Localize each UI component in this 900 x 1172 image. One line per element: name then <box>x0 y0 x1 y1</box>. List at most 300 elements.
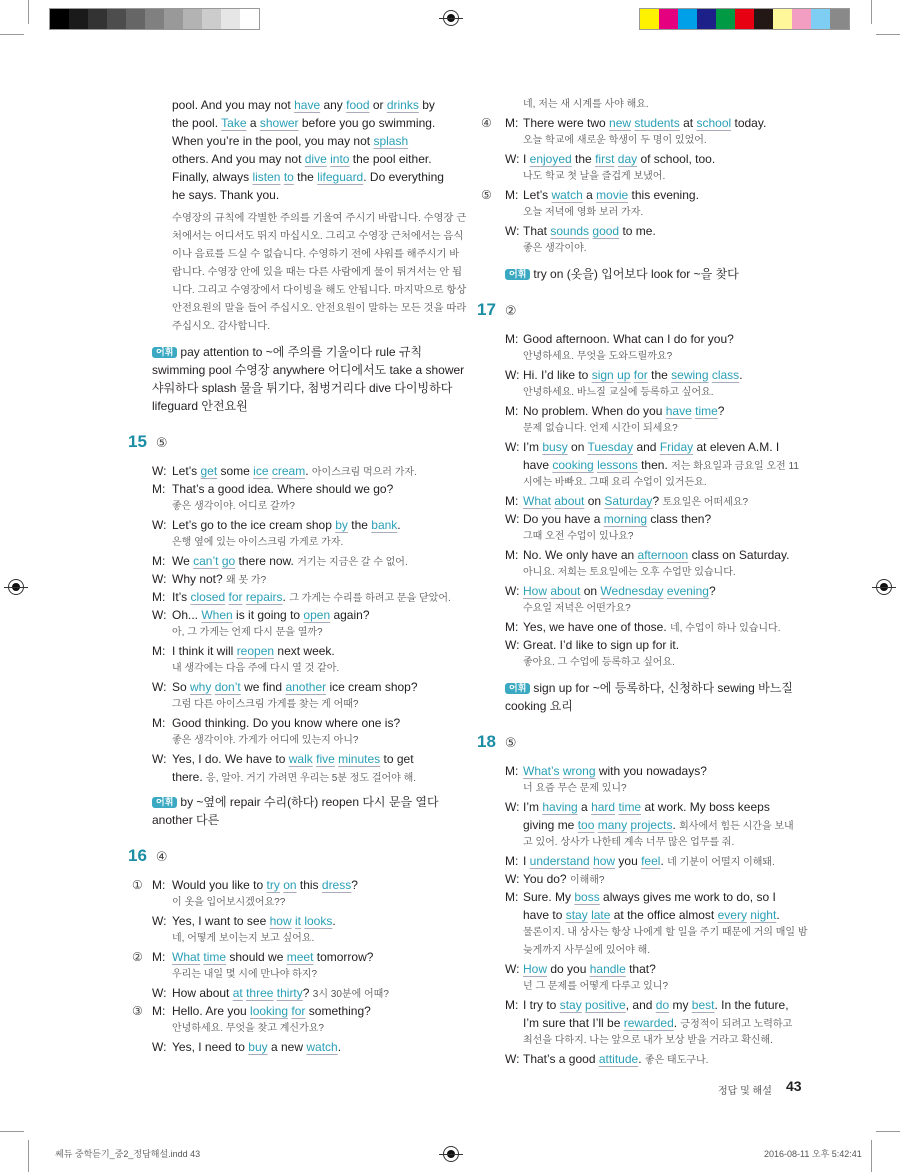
translation-line: 수요일 저녁은 어떤가요? <box>523 603 631 614</box>
text-segment: with you nowadays? <box>595 764 707 778</box>
dialog-line <box>477 618 808 636</box>
keyword: dress <box>321 878 352 892</box>
text-segment: You do? <box>523 872 570 886</box>
keyword: time <box>203 950 227 964</box>
text-segment: . <box>660 854 668 868</box>
dialog-line <box>477 402 808 420</box>
text-segment: . <box>739 368 743 382</box>
text-segment: Yes, I need to <box>172 1040 249 1054</box>
crop-mark <box>28 0 29 24</box>
speaker-label: M: <box>505 890 519 904</box>
crop-mark <box>871 0 872 24</box>
translation-line: 그때 오전 수업이 있나요? <box>523 531 634 542</box>
text-segment: . <box>672 818 680 832</box>
keyword: dive <box>304 152 327 166</box>
translation-line: 주십시오. 감사합니다. <box>172 321 271 332</box>
translation-line: 이 옷을 입어보시겠어요?? <box>172 897 286 908</box>
text-segment: I try to <box>523 998 560 1012</box>
speaker-label: M: <box>505 620 519 634</box>
text-segment: you <box>615 854 642 868</box>
text-segment: at the office almost <box>610 908 718 922</box>
speaker-label: M: <box>152 554 166 568</box>
inline-translation: 회사에서 힘든 시간을 보내 <box>679 821 794 832</box>
translation-line: 수영장의 규칙에 각별한 주의를 기울여 주시기 바랍니다. 수영장 근 <box>172 213 467 224</box>
question-number: 18 <box>477 732 496 751</box>
vocab-block <box>128 343 466 415</box>
color-calibration-strip <box>639 8 850 30</box>
text-segment: Good afternoon. What can I do for you? <box>523 332 734 346</box>
text-segment: class on Saturday. <box>688 548 790 562</box>
dialog-line <box>477 456 808 474</box>
text-segment: again? <box>330 608 370 622</box>
text-segment: , and <box>625 998 656 1012</box>
keyword: How <box>523 962 548 976</box>
dialog-line <box>477 366 808 384</box>
keyword: thirty <box>276 986 303 1000</box>
keyword: When <box>201 608 233 622</box>
text-segment: Great. I’d like to sign up for it. <box>523 638 680 652</box>
keyword: Saturday <box>604 494 653 508</box>
keyword: What <box>523 494 552 508</box>
text-segment: on <box>580 584 601 598</box>
translation-line: 안녕하세요. 바느질 교실에 등록하고 싶어요. <box>523 387 714 398</box>
text-segment: this evening. <box>628 188 699 202</box>
speaker-label: M: <box>152 716 166 730</box>
dialog-line <box>128 1002 466 1020</box>
vocab-badge: 어휘 <box>505 683 530 694</box>
keyword: evening <box>666 584 709 598</box>
keyword: too <box>577 818 595 832</box>
keyword: for <box>633 368 648 382</box>
speaker-label: W: <box>152 518 167 532</box>
color-swatch <box>735 9 754 29</box>
dialog-line <box>477 762 808 780</box>
keyword: can’t <box>193 554 219 568</box>
keyword: do <box>655 998 670 1012</box>
text-segment: my <box>669 998 692 1012</box>
keyword: rewarded <box>623 1016 674 1030</box>
translation-line: 늦게까지 사무실에 있어야 해. <box>523 945 651 956</box>
color-swatch <box>50 9 69 29</box>
text-segment: before you go swimming. <box>298 116 436 130</box>
text-segment: by <box>418 98 435 112</box>
keyword: reopen <box>236 644 275 658</box>
keyword: to <box>283 170 294 184</box>
keyword: students <box>634 116 680 130</box>
keyword: school <box>696 116 732 130</box>
speaker-label: W: <box>152 1040 167 1054</box>
question-block <box>128 845 466 867</box>
dialog-line <box>477 816 808 834</box>
keyword: buy <box>248 1040 268 1054</box>
speaker-label: M: <box>152 950 166 964</box>
dialog-line <box>128 606 466 624</box>
text-segment: the <box>571 152 596 166</box>
text-segment: tomorrow? <box>313 950 374 964</box>
keyword: many <box>597 818 628 832</box>
speaker-label: W: <box>505 638 520 652</box>
ko-block <box>128 210 466 336</box>
text-segment: ? <box>717 404 725 418</box>
keyword: for <box>228 590 243 604</box>
text-segment: Oh... <box>172 608 202 622</box>
speaker-label: M: <box>505 332 519 346</box>
text-segment: a <box>246 116 260 130</box>
keyword: feel <box>641 854 661 868</box>
text-segment: there. <box>172 770 207 784</box>
keyword: watch <box>306 1040 338 1054</box>
text-segment: on <box>584 494 605 508</box>
translation-line: 좋아요. 그 수업에 등록하고 싶어요. <box>523 657 675 668</box>
text-segment: . <box>332 914 336 928</box>
keyword: another <box>285 680 327 694</box>
left-column <box>128 96 466 1056</box>
vocab-badge: 어휘 <box>152 797 177 808</box>
speaker-label: W: <box>505 512 520 526</box>
keyword: Wednesday <box>600 584 664 598</box>
keyword: cooking <box>552 458 594 472</box>
text-line <box>128 150 466 168</box>
keyword: good <box>592 224 620 238</box>
text-segment: the <box>347 518 372 532</box>
translation-line: 네, 어떻게 보이는지 보고 싶어요. <box>172 933 315 944</box>
speaker-label: M: <box>152 590 166 604</box>
para-block <box>128 96 466 204</box>
keyword: it <box>294 914 301 928</box>
slug-timestamp: 2016-08-11 오후 5:42:41 <box>764 1149 862 1159</box>
keyword: Take <box>221 116 247 130</box>
text-segment: this <box>296 878 322 892</box>
dialog-line <box>477 222 808 240</box>
color-swatch <box>240 9 259 29</box>
color-swatch <box>126 9 145 29</box>
answer-choice: ⑤ <box>504 735 517 750</box>
dialog-line <box>477 330 808 348</box>
keyword: listen <box>252 170 281 184</box>
text-segment: That <box>523 224 551 238</box>
color-swatch <box>830 9 849 29</box>
text-line <box>128 186 466 204</box>
keyword: What’s <box>523 764 560 778</box>
answer-choice: ② <box>504 303 517 318</box>
keyword: sewing <box>671 368 709 382</box>
vocab-text: sign up for ~에 등록하다, 신청하다 sewing 바느질 <box>533 681 793 695</box>
speaker-label: W: <box>505 584 520 598</box>
speaker-label: M: <box>505 548 519 562</box>
option-number: ④ <box>481 116 492 130</box>
keyword: afternoon <box>637 548 689 562</box>
translation-line: 내 생각에는 다음 주에 다시 열 것 같아. <box>172 663 340 674</box>
text-segment: That’s a good idea. Where should we go? <box>172 482 394 496</box>
text-segment: that? <box>625 962 656 976</box>
text-line <box>128 168 466 186</box>
keyword: ice <box>253 464 269 478</box>
keyword: why <box>190 680 212 694</box>
question-number: 17 <box>477 300 496 319</box>
dialog-line <box>477 114 808 132</box>
keyword: best <box>691 998 715 1012</box>
speaker-label: M: <box>505 764 519 778</box>
translation-line: 그럼 다른 아이스크림 가게를 찾는 게 어때? <box>172 699 359 710</box>
text-segment: others. And you may not <box>172 152 305 166</box>
keyword: minutes <box>338 752 381 766</box>
color-swatch <box>164 9 183 29</box>
slug-filename: 쎄듀 중학듣기_중2_정답해설.indd 43 <box>55 1149 201 1159</box>
right-column <box>477 96 808 1068</box>
text-line <box>128 114 466 132</box>
dialog-line <box>128 642 466 660</box>
option-number: ① <box>132 878 143 892</box>
color-swatch <box>773 9 792 29</box>
keyword: positive <box>585 998 626 1012</box>
keyword: time <box>695 404 718 418</box>
crop-mark <box>876 1131 900 1132</box>
keyword: Tuesday <box>587 440 634 454</box>
text-segment: class then? <box>647 512 712 526</box>
speaker-label: M: <box>505 998 519 1012</box>
dialog-line <box>477 186 808 204</box>
vocab-text: 샤워하다 splash 물을 튀기다, 첨벙거리다 dive 다이빙하다 <box>152 381 453 395</box>
dialog-line <box>128 1038 466 1056</box>
answer-choice: ⑤ <box>155 435 168 450</box>
speaker-label: W: <box>152 914 167 928</box>
vocab-line <box>128 811 466 829</box>
text-segment: No problem. When do you <box>523 404 666 418</box>
speaker-label: M: <box>505 494 519 508</box>
translation-line: 니다. 그리고 수영장에서 다이빙을 해도 안됩니다. 마지막으로 항상 <box>172 285 467 296</box>
keyword: bank <box>371 518 398 532</box>
inline-translation: 3시 30분에 어때? <box>312 989 389 1000</box>
text-segment: . <box>638 1052 645 1066</box>
keyword: meet <box>286 950 314 964</box>
inline-translation: 응, 알아. 거기 가려면 우리는 5분 정도 걸어야 해. <box>206 773 417 784</box>
color-swatch <box>107 9 126 29</box>
vocab-text: lifeguard 안전요원 <box>152 399 248 413</box>
gray-calibration-strip <box>49 8 260 30</box>
keyword: three <box>246 986 274 1000</box>
dialog-line <box>128 714 466 732</box>
keyword: Friday <box>659 440 694 454</box>
vocab-line <box>128 379 466 397</box>
text-segment: There were two <box>523 116 610 130</box>
dialog-line <box>477 150 808 168</box>
inline-translation: 긍정적이 되려고 노력하고 <box>680 1019 793 1030</box>
text-segment: on <box>567 440 588 454</box>
option-number: ② <box>132 950 143 964</box>
text-segment: the <box>647 368 672 382</box>
keyword: busy <box>542 440 568 454</box>
color-swatch <box>659 9 678 29</box>
text-segment: a <box>582 188 597 202</box>
dialog-line <box>477 960 808 978</box>
dialog-line <box>477 906 808 924</box>
crop-mark <box>0 34 24 35</box>
text-segment: the <box>293 170 318 184</box>
text-segment: and <box>633 440 660 454</box>
speaker-label: W: <box>152 608 167 622</box>
translation-line: 시에는 바빠요. 그때 요리 수업이 있거든요. <box>523 477 707 488</box>
text-segment: I’m <box>523 440 543 454</box>
speaker-label: M: <box>152 482 166 496</box>
inline-translation: 이해해? <box>569 875 605 886</box>
keyword: time <box>618 800 642 814</box>
inline-translation: 거기는 지금은 갈 수 없어. <box>297 557 408 568</box>
registration-mark-icon <box>876 579 892 595</box>
text-segment: When you’re in the pool, you may not <box>172 134 374 148</box>
inline-translation: 그 가게는 수리를 하려고 문을 닫았어. <box>289 593 451 604</box>
text-segment: a new <box>267 1040 307 1054</box>
text-segment: . <box>305 464 312 478</box>
vocab-badge: 어휘 <box>505 269 530 280</box>
text-line <box>128 96 466 114</box>
dialog-line <box>128 516 466 534</box>
translation-line: 좋은 생각이야. 어디로 갈까? <box>172 501 295 512</box>
dialog-block <box>477 96 808 258</box>
keyword: hard <box>591 800 616 814</box>
text-segment: We <box>172 554 194 568</box>
keyword: have <box>665 404 692 418</box>
inline-translation: 네 기분이 어떨지 이해돼. <box>667 857 775 868</box>
vocab-text: try on (옷을) 입어보다 look for ~을 찾다 <box>533 267 739 281</box>
speaker-label: W: <box>505 800 520 814</box>
keyword: about <box>554 494 585 508</box>
text-segment: No. We only have an <box>523 548 638 562</box>
vocab-badge: 어휘 <box>152 347 177 358</box>
question-number: 15 <box>128 432 147 451</box>
vocab-line <box>477 265 808 283</box>
translation-line: 물론이지. 내 상사는 항상 나에게 할 일을 주기 때문에 거의 매일 밤 <box>523 927 808 938</box>
keyword: cream <box>271 464 306 478</box>
speaker-label: M: <box>152 644 166 658</box>
speaker-label: W: <box>505 224 520 238</box>
keyword: sign <box>591 368 614 382</box>
text-segment: Yes, I do. We have to <box>172 752 289 766</box>
vocab-line <box>128 361 466 379</box>
speaker-label: W: <box>505 440 520 454</box>
text-segment: giving me <box>523 818 578 832</box>
text-segment: . <box>776 908 780 922</box>
text-segment: . <box>673 1016 681 1030</box>
dialog-line <box>128 984 466 1002</box>
text-segment: today. <box>731 116 767 130</box>
keyword: What <box>172 950 201 964</box>
text-segment: . In the future, <box>714 998 789 1012</box>
keyword: looks <box>304 914 333 928</box>
text-segment: Do you have a <box>523 512 604 526</box>
vocab-text: pay attention to ~에 주의를 기울이다 rule 규칙 <box>180 345 423 359</box>
translation-line: 좋은 생각이야. 가게가 어디에 있는지 아니? <box>172 735 359 746</box>
keyword: about <box>550 584 581 598</box>
color-swatch <box>221 9 240 29</box>
translation-line: 처에서는 어디서도 뛰지 마십시오. 그리고 수영장 근처에서는 음식 <box>172 231 464 242</box>
translation-line: 네, 저는 새 시계를 사야 해요. <box>523 99 649 110</box>
text-segment: ? <box>351 878 358 892</box>
question-block <box>477 299 808 321</box>
dialog-line <box>477 510 808 528</box>
color-swatch <box>811 9 830 29</box>
text-segment: ? <box>652 494 663 508</box>
color-swatch <box>792 9 811 29</box>
translation-line: 우리는 내일 몇 시에 만나야 하지? <box>172 969 318 980</box>
text-segment: there now. <box>235 554 298 568</box>
speaker-label: M: <box>152 1004 166 1018</box>
color-swatch <box>754 9 773 29</box>
text-segment: he says. Thank you. <box>172 188 280 202</box>
dialog-line <box>477 870 808 888</box>
text-segment: ? <box>708 584 716 598</box>
text-segment: is it going to <box>232 608 304 622</box>
color-swatch <box>697 9 716 29</box>
vocab-block <box>477 265 808 283</box>
text-segment: Hi. I’d like to <box>523 368 592 382</box>
question-number: 16 <box>128 846 147 865</box>
translation-line: 안녕하세요. 무엇을 찾고 계신가요? <box>172 1023 324 1034</box>
inline-translation: 토요일은 어떠세요? <box>662 497 749 508</box>
translation-line: 문제 없습니다. 언제 시간이 되세요? <box>523 423 678 434</box>
text-segment: Would you like to <box>172 878 267 892</box>
vocab-text: cooking 요리 <box>505 699 573 713</box>
keyword: closed <box>190 590 226 604</box>
keyword: night <box>750 908 777 922</box>
keyword: looking <box>250 1004 289 1018</box>
speaker-label: W: <box>505 872 520 886</box>
color-swatch <box>145 9 164 29</box>
translation-line: 아니요. 저희는 토요일에는 오후 수업만 있습니다. <box>523 567 736 578</box>
keyword: by <box>335 518 348 532</box>
text-segment: Yes, we have one of those. <box>523 620 670 634</box>
dialog-line <box>128 480 466 498</box>
text-segment: pool. And you may not <box>172 98 295 112</box>
keyword: at <box>232 986 243 1000</box>
keyword: morning <box>603 512 648 526</box>
vocab-text: another 다른 <box>152 813 220 827</box>
dialog-line <box>477 1014 808 1032</box>
text-segment: then. <box>637 458 672 472</box>
keyword: movie <box>596 188 629 202</box>
text-segment: Why not? <box>172 572 227 586</box>
speaker-label: W: <box>152 680 167 694</box>
translation-line: 아, 그 가게는 언제 다시 문을 열까? <box>172 627 323 638</box>
speaker-label: W: <box>505 368 520 382</box>
crop-mark <box>28 1140 29 1172</box>
inline-translation: 왜 못 가? <box>226 575 267 586</box>
keyword: have <box>294 98 321 112</box>
text-segment: at work. My boss keeps <box>641 800 770 814</box>
color-swatch <box>678 9 697 29</box>
translation-line: 안녕하세요. 무엇을 도와드릴까요? <box>523 351 673 362</box>
keyword: how <box>593 854 616 868</box>
keyword: enjoyed <box>529 152 572 166</box>
keyword: shower <box>259 116 299 130</box>
dialog-line <box>128 462 466 480</box>
text-segment: . <box>337 1040 342 1054</box>
keyword: first <box>595 152 615 166</box>
keyword: projects <box>630 818 673 832</box>
inline-translation: 좋은 태도구나. <box>644 1055 709 1066</box>
dialog-line <box>477 888 808 906</box>
text-segment: a <box>577 800 592 814</box>
color-swatch <box>88 9 107 29</box>
vocab-text: swimming pool 수영장 anywhere 어디에서도 take a shower <box>152 363 465 377</box>
page-number: 43 <box>786 1078 802 1094</box>
dialog-line <box>128 570 466 588</box>
inline-translation: 네, 수업이 하나 있습니다. <box>670 623 781 634</box>
text-segment: How about <box>172 986 233 1000</box>
dialog-line <box>477 852 808 870</box>
text-segment: ? <box>302 986 313 1000</box>
crop-mark <box>0 1131 24 1132</box>
text-segment: of school, too. <box>637 152 716 166</box>
